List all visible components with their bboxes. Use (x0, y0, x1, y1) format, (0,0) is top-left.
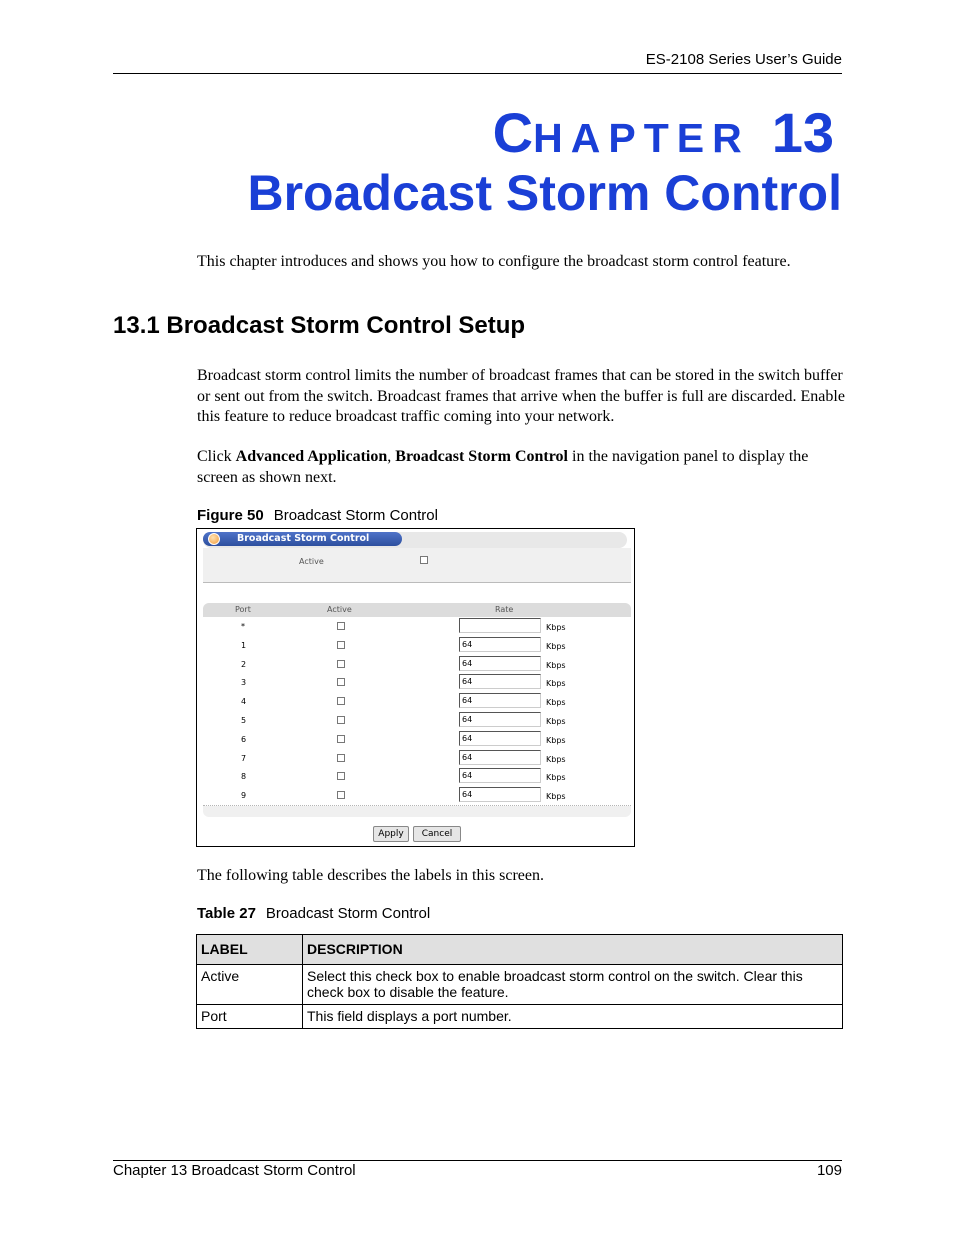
row-label: Port (197, 1005, 303, 1029)
port-active-checkbox[interactable] (337, 678, 345, 686)
instruction-text: in the navigation panel to display the screen as shown next. (197, 448, 809, 486)
chapter-label-rest: HAPTER (533, 115, 750, 161)
port-active-checkbox[interactable] (337, 735, 345, 743)
description-table (196, 934, 843, 1029)
port-number: 5 (241, 716, 247, 725)
page-number: 109 (816, 1162, 842, 1179)
header-rule (113, 73, 842, 74)
apply-button[interactable]: Apply (373, 826, 409, 842)
footer-rule (113, 1160, 842, 1161)
table-row (203, 673, 631, 693)
orb-icon (208, 533, 220, 545)
rate-unit: Kbps (546, 792, 566, 802)
row-description: This field displays a port number. (303, 1005, 843, 1029)
table-row (203, 749, 631, 769)
chapter-label-initial: C (492, 101, 534, 164)
form-buttons (197, 826, 634, 846)
chapter-title: Broadcast Storm Control (247, 165, 842, 221)
port-number: 9 (241, 791, 247, 801)
port-active-checkbox[interactable] (337, 697, 345, 705)
active-label: Active (299, 557, 324, 566)
table-caption-label: Table 27 (197, 905, 256, 922)
col-header-port: Port (235, 605, 251, 614)
port-active-checkbox[interactable] (337, 660, 345, 668)
section-paragraph: Broadcast storm control limits the number of broadcast frames that can be stored in the switch buffer or sent out from the switch. Broadcast frames that arrive when the buffer is full are discarded. Enable this feature to reduce broadcast traffic coming into your network. (197, 367, 845, 425)
section-heading: 13.1 Broadcast Storm Control Setup (113, 312, 526, 339)
rate-input[interactable]: 64 (459, 731, 541, 746)
intro-paragraph: This chapter introduces and shows you how to configure the broadcast storm control feature. (197, 253, 791, 270)
port-active-checkbox[interactable] (337, 772, 345, 780)
rate-input[interactable]: 64 (459, 787, 541, 802)
rate-input[interactable]: 64 (459, 750, 541, 765)
rate-input[interactable]: 64 (459, 712, 541, 727)
rate-input[interactable] (459, 618, 541, 633)
global-active-section (203, 548, 631, 582)
nav-menu-term: Advanced Application (235, 448, 388, 465)
rate-input[interactable]: 64 (459, 637, 541, 652)
port-number: * (241, 622, 245, 631)
rate-unit: Kbps (546, 698, 566, 708)
port-active-checkbox[interactable] (337, 791, 345, 799)
table-header-row (197, 935, 843, 965)
cancel-button[interactable]: Cancel (413, 826, 461, 842)
table-row (203, 786, 631, 806)
instruction-text: Click (197, 448, 236, 465)
rate-input[interactable]: 64 (459, 656, 541, 671)
port-number: 3 (241, 678, 247, 688)
port-active-checkbox[interactable] (337, 641, 345, 649)
port-table (203, 603, 631, 817)
rate-unit: Kbps (546, 679, 566, 689)
rate-unit: Kbps (546, 773, 566, 783)
rate-unit: Kbps (546, 623, 566, 632)
table-row (203, 730, 631, 750)
table-intro-paragraph: The following table describes the labels in this screen. (197, 867, 545, 884)
port-active-checkbox[interactable] (337, 716, 345, 724)
active-checkbox[interactable] (420, 556, 428, 564)
port-number: 8 (241, 772, 247, 782)
port-active-checkbox[interactable] (337, 622, 345, 630)
figure-screenshot (196, 528, 635, 847)
table-caption-text: Broadcast Storm Control (265, 905, 431, 922)
nav-item-term: Broadcast Storm Control (395, 448, 568, 465)
row-label: Active (197, 965, 303, 1005)
rate-input[interactable]: 64 (459, 674, 541, 689)
col-header-active: Active (327, 605, 352, 614)
port-number: 2 (241, 659, 247, 669)
table-row (197, 1005, 843, 1029)
table-caption (197, 905, 430, 922)
header-label: LABEL (197, 935, 303, 965)
rate-unit: Kbps (546, 754, 566, 764)
table-row (203, 617, 631, 637)
table-row (203, 692, 631, 712)
table-row (203, 655, 631, 675)
screen-title-bar (203, 532, 627, 548)
table-row (197, 965, 843, 1005)
rate-unit: Kbps (546, 735, 566, 745)
col-header-rate: Rate (495, 605, 514, 614)
port-number: 6 (241, 734, 247, 744)
table-row (203, 711, 631, 731)
screen-title: Broadcast Storm Control (237, 533, 370, 544)
port-table-header (203, 603, 631, 617)
figure-caption-text: Broadcast Storm Control (273, 507, 438, 524)
rate-unit: Kbps (546, 660, 566, 670)
figure-caption (197, 507, 438, 524)
instruction-paragraph (197, 447, 847, 488)
header-description: DESCRIPTION (303, 935, 843, 965)
rate-input[interactable]: 64 (459, 693, 541, 708)
rate-unit: Kbps (546, 717, 566, 726)
rate-unit: Kbps (546, 641, 566, 651)
rate-input[interactable]: 64 (459, 768, 541, 783)
row-description: Select this check box to enable broadcast storm control on the switch. Clear this check box to disable the feature. (303, 965, 843, 1005)
instruction-text: , (387, 448, 396, 465)
figure-caption-label: Figure 50 (197, 507, 264, 524)
port-number: 4 (241, 697, 247, 707)
divider (203, 582, 631, 583)
chapter-number: 13 (771, 101, 834, 164)
table-row (203, 767, 631, 787)
chapter-label (493, 100, 834, 165)
port-number: 7 (241, 753, 247, 763)
footer-chapter: Chapter 13 Broadcast Storm Control (113, 1162, 356, 1179)
table-row (203, 636, 631, 656)
screen-title-pill (203, 532, 402, 546)
port-number: 1 (241, 640, 247, 650)
running-header: ES-2108 Series User’s Guide (645, 51, 842, 68)
port-active-checkbox[interactable] (337, 754, 345, 762)
